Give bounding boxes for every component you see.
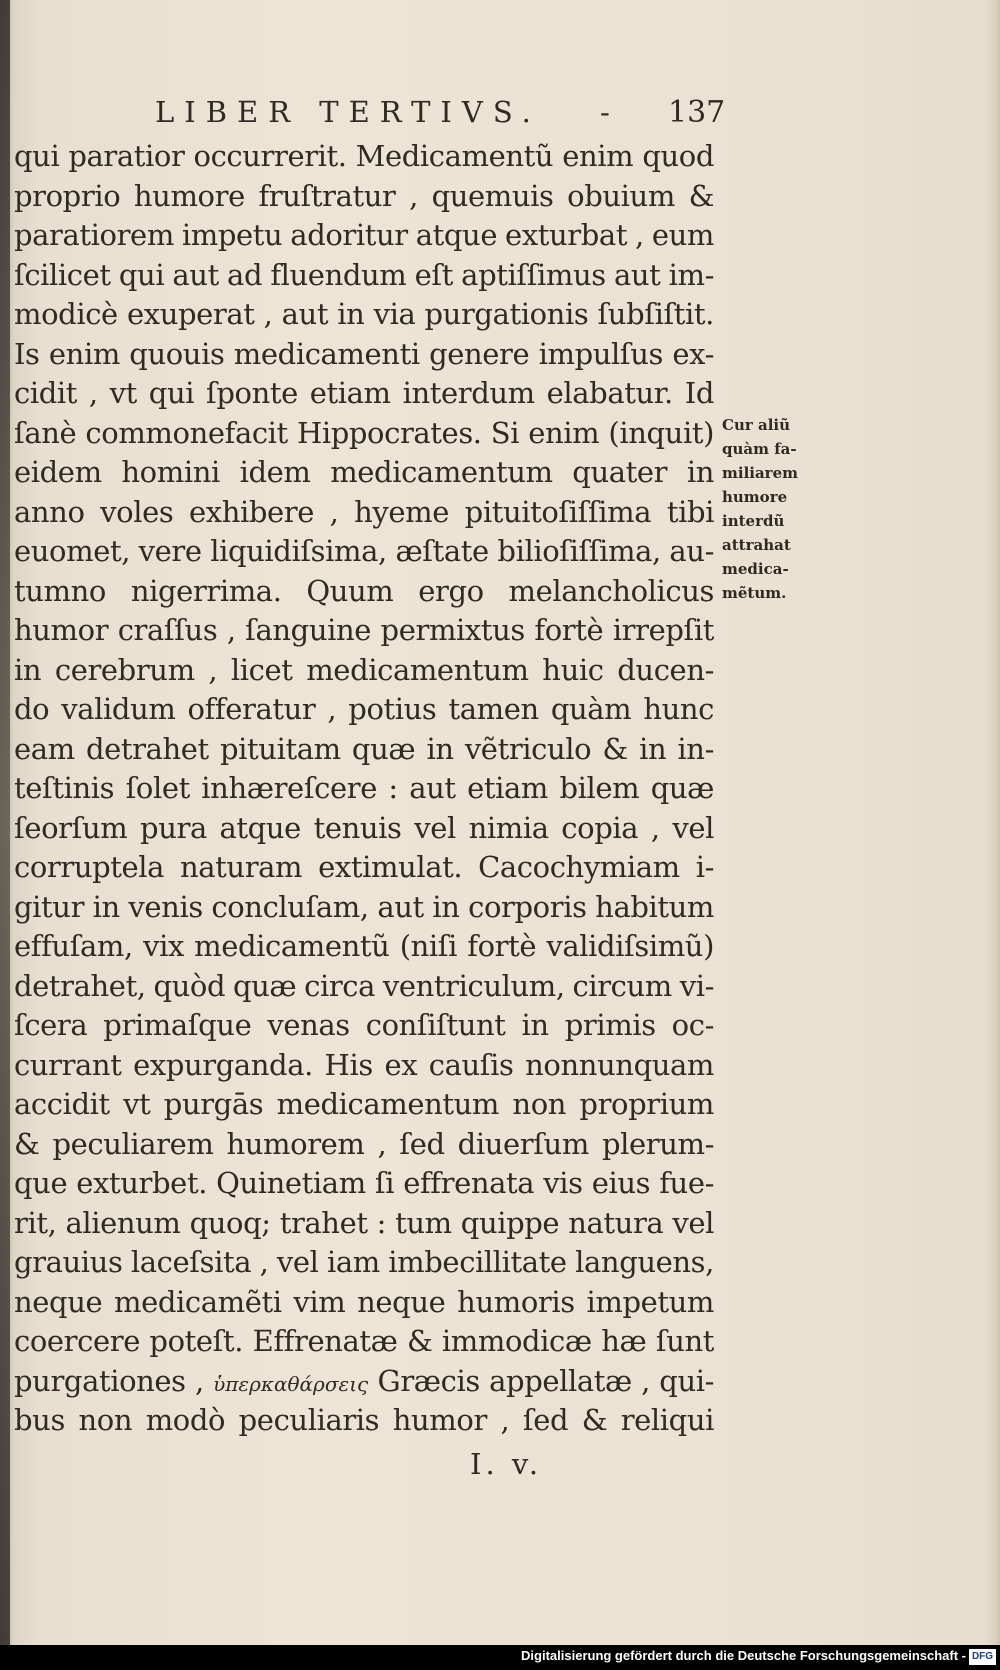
text-line: bus non modò peculiaris humor , ſed & reliqui	[14, 1403, 714, 1437]
text-line: do validum offeratur , potius tamen quàm hunc	[14, 692, 714, 726]
text-line: coercere poteſt. Effrenatæ & immodicæ hæ ſunt	[14, 1324, 714, 1358]
catchword: I. v.	[470, 1447, 543, 1481]
marginal-note-line: miliarem	[722, 464, 799, 482]
text-line: anno voles exhibere , hyeme pituitoſiſſima tibi	[14, 494, 714, 529]
text-segment: purgationes ,	[14, 1363, 214, 1398]
marginal-note-line: Cur aliũ	[722, 416, 790, 434]
running-title: LIBER TERTIVS.	[155, 95, 541, 129]
text-line: ſcera primaſque venas conſiſtunt in primis oc-	[14, 1008, 714, 1042]
text-line	[14, 1362, 714, 1402]
text-line: gitur in venis concluſam, aut in corporis habitum	[14, 889, 714, 924]
marginal-note-line: medica-	[722, 560, 789, 578]
text-line: euomet, vere liquidiſsima, æſtate bilioſiſſima, au-	[14, 534, 714, 568]
text-line: eam detrahet pituitam quæ in vẽtriculo & in in-	[14, 731, 714, 766]
page-number: 137	[668, 95, 726, 130]
marginal-note-line: interdũ	[722, 512, 785, 530]
text-line: humor craſſus , ſanguine permixtus fortè irrepſit	[14, 613, 714, 647]
running-head-separator: -	[600, 95, 610, 129]
marginal-note	[722, 413, 812, 605]
text-line: que exturbet. Quinetiam ſi effrenata vis eius fue-	[14, 1166, 714, 1200]
text-line: ſcilicet qui aut ad fluendum eſt aptiſſimus aut im-	[14, 257, 714, 292]
text-line: modicè exuperat , aut in via purgationis ſubſiſtit.	[14, 297, 714, 331]
funding-credit: Digitalisierung gefördert durch die Deutsche Forschungsgemeinschaft -	[521, 1648, 966, 1663]
text-line: paratiorem impetu adoritur atque exturbat , eum	[14, 218, 714, 252]
body-text	[14, 137, 714, 1441]
text-line: effuſam, vix medicamentũ (niſi fortè validiſsimũ)	[14, 929, 714, 963]
text-line: eidem homini idem medicamentum quater in	[14, 455, 714, 489]
text-line: tumno nigerrima. Quum ergo melancholicus	[14, 573, 714, 608]
greek-word: ὑπερκαθάρσεις	[213, 1371, 369, 1396]
text-line: detrahet, quòd quæ circa ventriculum, circum vi-	[14, 968, 714, 1003]
marginal-note-line: quàm fa-	[722, 440, 797, 458]
text-line: grauius laceſsita , vel iam imbecillitate languens,	[14, 1245, 714, 1279]
text-line: Is enim quouis medicamenti genere impulſus ex-	[14, 336, 714, 371]
text-line: ſeorſum pura atque tenuis vel nimia copia , vel	[14, 810, 714, 845]
text-line: in cerebrum , licet medicamentum huic ducen-	[14, 652, 714, 687]
running-head	[0, 95, 1000, 131]
text-line: cidit , vt qui ſponte etiam interdum elabatur. Id	[14, 376, 714, 410]
text-line: & peculiarem humorem , ſed diuerſum plerum-	[14, 1126, 714, 1161]
text-line: qui paratior occurrerit. Medicamentũ enim quod	[14, 139, 714, 173]
text-segment: Græcis appellatæ , qui-	[368, 1363, 715, 1398]
text-line: teſtinis ſolet inhæreſcere : aut etiam bilem quæ	[14, 771, 714, 805]
text-line: accidit vt purgās medicamentum non proprium	[14, 1087, 714, 1121]
text-line: neque medicamẽti vim neque humoris impetum	[14, 1284, 714, 1319]
dfg-logo: DFG	[969, 1649, 996, 1665]
marginal-note-line: attrahat	[722, 536, 791, 554]
text-line: ſanè commonefacit Hippocrates. Si enim (inquit)	[14, 415, 714, 450]
text-line: rit, alienum quoq; trahet : tum quippe natura vel	[14, 1205, 714, 1240]
text-line: currant expurganda. His ex cauſis nonnunquam	[14, 1047, 714, 1082]
marginal-note-line: mẽtum.	[722, 584, 787, 602]
text-line: proprio humore fruſtratur , quemuis obuium &	[14, 178, 714, 213]
marginal-note-line: humore	[722, 488, 788, 506]
digitization-footer	[0, 1645, 1000, 1670]
text-line: corruptela naturam extimulat. Cacochymiam i-	[14, 850, 714, 884]
